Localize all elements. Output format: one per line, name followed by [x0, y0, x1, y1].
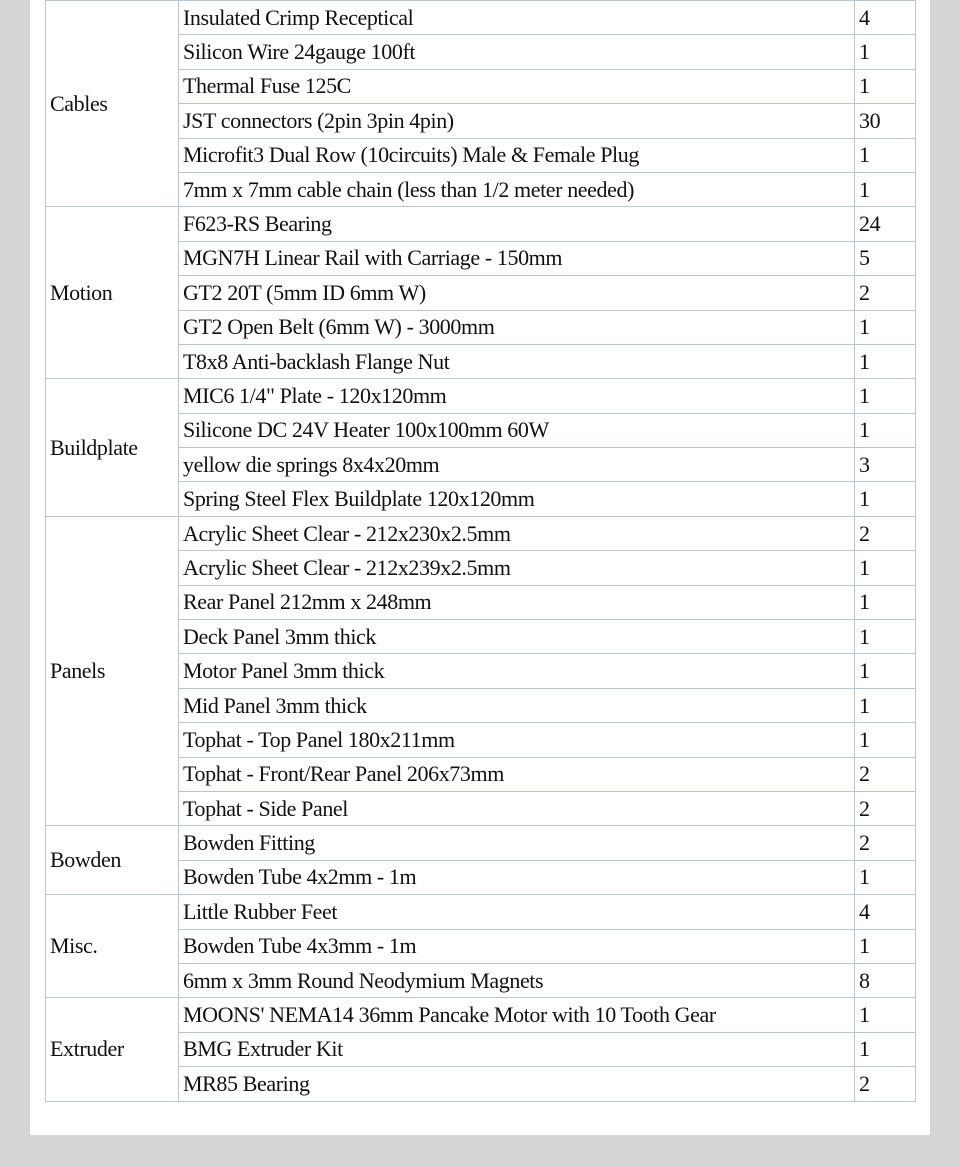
table-row — [46, 516, 916, 550]
table-row — [46, 207, 916, 241]
item-name-cell: GT2 20T (5mm ID 6mm W) — [179, 276, 855, 310]
table-row — [46, 1, 916, 35]
item-name-cell: Silicon Wire 24gauge 100ft — [179, 35, 855, 69]
quantity-cell: 5 — [855, 241, 916, 275]
item-name-cell: BMG Extruder Kit — [179, 1032, 855, 1066]
category-cell: Motion — [46, 207, 179, 379]
quantity-cell: 2 — [855, 791, 916, 825]
item-name-cell: Acrylic Sheet Clear - 212x239x2.5mm — [179, 551, 855, 585]
quantity-cell: 1 — [855, 929, 916, 963]
bill-of-materials-table — [45, 0, 916, 1102]
table-row — [46, 379, 916, 413]
item-name-cell: 7mm x 7mm cable chain (less than 1/2 meter needed) — [179, 172, 855, 206]
quantity-cell: 1 — [855, 35, 916, 69]
item-name-cell: Rear Panel 212mm x 248mm — [179, 585, 855, 619]
item-name-cell: Spring Steel Flex Buildplate 120x120mm — [179, 482, 855, 516]
quantity-cell: 1 — [855, 998, 916, 1032]
item-name-cell: T8x8 Anti-backlash Flange Nut — [179, 344, 855, 378]
item-name-cell: Little Rubber Feet — [179, 895, 855, 929]
item-name-cell: MGN7H Linear Rail with Carriage - 150mm — [179, 241, 855, 275]
quantity-cell: 1 — [855, 138, 916, 172]
quantity-cell: 2 — [855, 826, 916, 860]
quantity-cell: 1 — [855, 1032, 916, 1066]
quantity-cell: 1 — [855, 860, 916, 894]
quantity-cell: 1 — [855, 585, 916, 619]
item-name-cell: F623-RS Bearing — [179, 207, 855, 241]
item-name-cell: Tophat - Top Panel 180x211mm — [179, 723, 855, 757]
category-cell: Bowden — [46, 826, 179, 895]
table-row — [46, 826, 916, 860]
item-name-cell: Deck Panel 3mm thick — [179, 620, 855, 654]
quantity-cell: 8 — [855, 963, 916, 997]
item-name-cell: GT2 Open Belt (6mm W) - 3000mm — [179, 310, 855, 344]
item-name-cell: JST connectors (2pin 3pin 4pin) — [179, 104, 855, 138]
category-cell: Panels — [46, 516, 179, 826]
item-name-cell: 6mm x 3mm Round Neodymium Magnets — [179, 963, 855, 997]
quantity-cell: 1 — [855, 344, 916, 378]
item-name-cell: Microfit3 Dual Row (10circuits) Male & Female Plug — [179, 138, 855, 172]
category-cell: Misc. — [46, 895, 179, 998]
quantity-cell: 1 — [855, 69, 916, 103]
quantity-cell: 1 — [855, 654, 916, 688]
quantity-cell: 1 — [855, 413, 916, 447]
quantity-cell: 1 — [855, 551, 916, 585]
quantity-cell: 2 — [855, 1067, 916, 1101]
item-name-cell: Bowden Tube 4x2mm - 1m — [179, 860, 855, 894]
quantity-cell: 4 — [855, 895, 916, 929]
item-name-cell: yellow die springs 8x4x20mm — [179, 448, 855, 482]
category-cell: Cables — [46, 1, 179, 207]
quantity-cell: 1 — [855, 310, 916, 344]
item-name-cell: MOONS' NEMA14 36mm Pancake Motor with 10 Tooth Gear — [179, 998, 855, 1032]
category-cell: Extruder — [46, 998, 179, 1101]
item-name-cell: Bowden Tube 4x3mm - 1m — [179, 929, 855, 963]
quantity-cell: 1 — [855, 482, 916, 516]
quantity-cell: 2 — [855, 757, 916, 791]
item-name-cell: Bowden Fitting — [179, 826, 855, 860]
item-name-cell: Insulated Crimp Receptical — [179, 1, 855, 35]
quantity-cell: 1 — [855, 723, 916, 757]
quantity-cell: 30 — [855, 104, 916, 138]
item-name-cell: Acrylic Sheet Clear - 212x230x2.5mm — [179, 516, 855, 550]
item-name-cell: Mid Panel 3mm thick — [179, 688, 855, 722]
item-name-cell: MIC6 1/4" Plate - 120x120mm — [179, 379, 855, 413]
item-name-cell: Motor Panel 3mm thick — [179, 654, 855, 688]
category-cell: Buildplate — [46, 379, 179, 517]
item-name-cell: MR85 Bearing — [179, 1067, 855, 1101]
table-row — [46, 895, 916, 929]
table-row — [46, 998, 916, 1032]
item-name-cell: Tophat - Side Panel — [179, 791, 855, 825]
quantity-cell: 2 — [855, 276, 916, 310]
quantity-cell: 1 — [855, 620, 916, 654]
quantity-cell: 2 — [855, 516, 916, 550]
quantity-cell: 1 — [855, 172, 916, 206]
quantity-cell: 1 — [855, 379, 916, 413]
quantity-cell: 1 — [855, 688, 916, 722]
quantity-cell: 24 — [855, 207, 916, 241]
quantity-cell: 3 — [855, 448, 916, 482]
item-name-cell: Silicone DC 24V Heater 100x100mm 60W — [179, 413, 855, 447]
bom-sheet — [30, 0, 930, 1135]
quantity-cell: 4 — [855, 1, 916, 35]
item-name-cell: Thermal Fuse 125C — [179, 69, 855, 103]
item-name-cell: Tophat - Front/Rear Panel 206x73mm — [179, 757, 855, 791]
